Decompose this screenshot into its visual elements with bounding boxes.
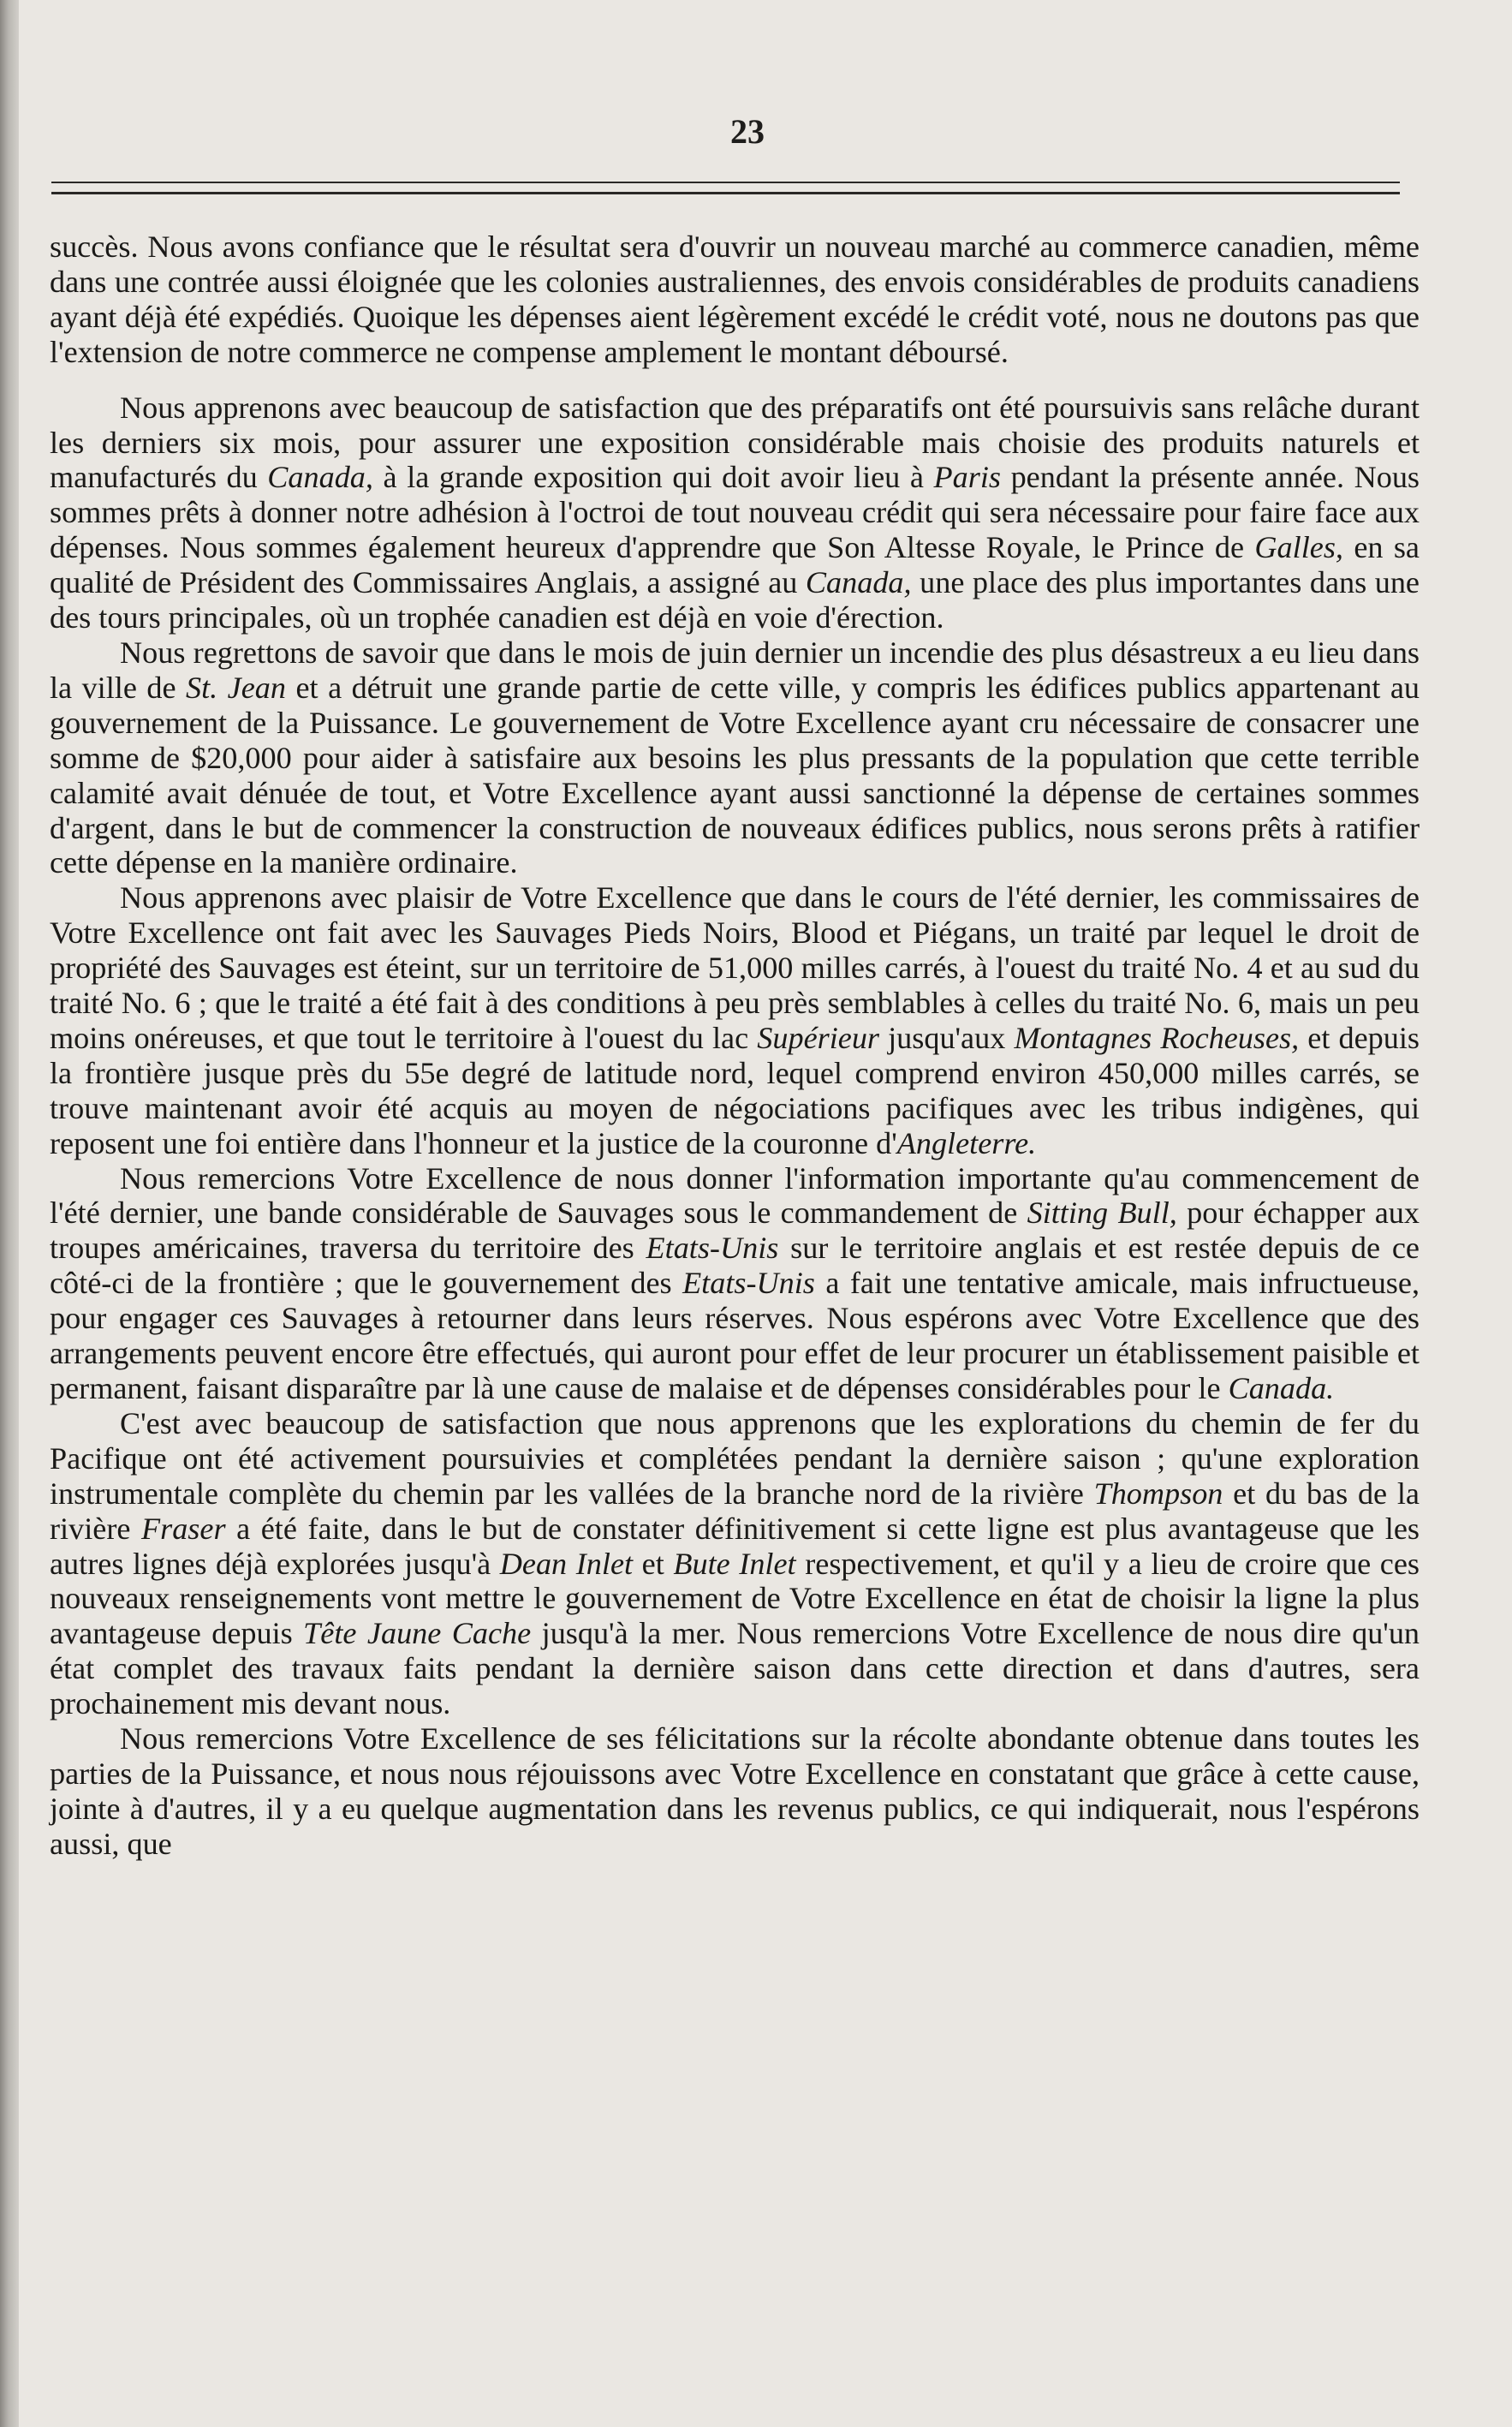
italic-term: Etats-Unis	[682, 1266, 815, 1301]
text-run: sur le territoire anglais et est restée depuis de ce côté-ci de la frontière ; que le gouvernement des	[50, 1231, 1420, 1301]
text-run: pour échapper aux troupes américaines, traversa du territoire des	[50, 1196, 1420, 1266]
paragraph	[50, 880, 1420, 1160]
book-binding-edge	[0, 0, 19, 2427]
italic-term: Bute Inlet	[673, 1546, 796, 1581]
text-run: et du bas de la rivière	[50, 1476, 1420, 1546]
text-run: en sa qualité de Président des Commissaires Anglais, a assigné au	[50, 530, 1420, 600]
text-run: Nous regrettons de savoir que dans le mois de juin dernier un incendie des plus désastreux a eu lieu dans la ville de	[50, 635, 1420, 705]
text-run: a fait une tentative amicale, mais infructueuse, pour engager ces Sauvages à retourner dans leurs réserves. Nous espérons avec Votre Excellence que des arrangements peuvent encore être effectués, qui auront pour effet de leur procurer un établissement paisible et permanent, faisant disparaître par là une cause de malaise et de dépenses considérables pour le	[50, 1266, 1420, 1405]
text-run: succès. Nous avons confiance que le résultat sera d'ouvrir un nouveau marché au commerce canadien, même dans une contrée aussi éloignée que les colonies australiennes, des envois considérables de produits canadiens ayant déjà été expédiés. Quoique les dépenses aient légèrement excédé le crédit voté, nous ne doutons pas que l'extension de notre commerce ne compense amplement le montant déboursé.	[50, 230, 1420, 369]
page-sheet	[19, 0, 1512, 2427]
italic-term: Canada.	[1228, 1371, 1335, 1405]
paragraph	[50, 1161, 1420, 1406]
italic-term: Thompson	[1093, 1476, 1223, 1511]
italic-term: Angleterre.	[896, 1125, 1037, 1160]
body-text	[50, 230, 1420, 1862]
italic-term: St. Jean	[186, 670, 286, 705]
text-run: Nous remercions Votre Excellence de nous donner l'information importante qu'au commencement de l'été dernier, une bande considérable de Sauvages sous le commandement de	[50, 1160, 1420, 1231]
text-run: pendant la présente année. Nous sommes prêts à donner notre adhésion à l'octroi de tout nouveau crédit qui sera nécessaire pour faire face aux dépenses. Nous sommes également heureux d'apprendre que Son Altesse Royale, le Prince de	[50, 460, 1420, 565]
paragraph	[50, 391, 1420, 635]
italic-term: Paris	[933, 460, 1001, 495]
text-run: respectivement, et qu'il y a lieu de croire que ces nouveaux renseignements vont mettre le gouvernement de Votre Excellence en état de choisir la ligne la plus avantageuse depuis	[50, 1546, 1420, 1651]
paragraph	[50, 1721, 1420, 1862]
italic-term: Canada,	[267, 460, 373, 495]
paragraph	[50, 230, 1420, 370]
text-run: C'est avec beaucoup de satisfaction que nous apprenons que les explorations du chemin de fer du Pacifique ont été activement poursuivies et complétées pendant la dernière saison ; qu'une exploration instrumentale complète du chemin par les vallées de la branche nord de la rivière	[50, 1405, 1420, 1511]
text-run: jusqu'à la mer. Nous remercions Votre Excellence de nous dire qu'un état complet des travaux faits pendant la dernière saison dans cette direction et dans d'autres, sera prochainement mis devant nous.	[50, 1616, 1420, 1721]
paragraph	[50, 635, 1420, 880]
italic-term: Etats-Unis	[646, 1231, 779, 1266]
text-run: et depuis la frontière jusque près du 55e degré de latitude nord, lequel comprend environ 450,000 milles carrés, se trouve maintenant avoir été acquis au moyen de négociations pacifiques avec les tribus indigènes, qui reposent une foi entière dans l'honneur et la justice de la couronne d'	[50, 1020, 1420, 1160]
text-run: Nous remercions Votre Excellence de ses félicitations sur la récolte abondante obtenue dans toutes les parties de la Puissance, et nous nous réjouissons avec Votre Excellence en constatant que grâce à cette cause, jointe à d'autres, il y a eu quelque augmentation dans les revenus publics, ce qui indiquerait, nous l'espérons aussi, que	[50, 1721, 1420, 1861]
text-run: jusqu'aux	[879, 1020, 1015, 1055]
text-run: Nous apprenons avec beaucoup de satisfaction que des préparatifs ont été poursuivis sans relâche durant les derniers six mois, pour assurer une exposition considérable mais choisie des produits naturels et manufacturés du	[50, 390, 1420, 495]
italic-term: Tête Jaune Cache	[303, 1616, 532, 1651]
italic-term: Canada,	[805, 565, 912, 600]
italic-term: Supérieur	[757, 1020, 879, 1055]
text-run: et	[633, 1546, 674, 1581]
italic-term: Fraser	[141, 1511, 226, 1546]
italic-term: Montagnes Rocheuses,	[1014, 1020, 1300, 1055]
paragraph	[50, 1406, 1420, 1721]
text-run: Nous apprenons avec plaisir de Votre Excellence que dans le cours de l'été dernier, les commissaires de Votre Excellence ont fait avec les Sauvages Pieds Noirs, Blood et Piégans, un traité par lequel le droit de propriété des Sauvages est éteint, sur un territoire de 51,000 milles carrés, à l'ouest du traité No. 4 et au sud du traité No. 6 ; que le traité a été fait à des conditions à peu près semblables à celles du traité No. 6, mais un peu moins onéreuses, et que tout le territoire à l'ouest du lac	[50, 880, 1420, 1055]
header-rule-thin	[51, 182, 1400, 183]
text-run: a été faite, dans le but de constater définitivement si cette ligne est plus avantageuse que les autres lignes déjà explorées jusqu'à	[50, 1511, 1420, 1581]
text-run: une place des plus importantes dans une des tours principales, où un trophée canadien est déjà en voie d'érection.	[50, 565, 1420, 635]
header-rule-thick	[51, 192, 1400, 194]
italic-term: Dean Inlet	[499, 1546, 634, 1581]
text-run: et a détruit une grande partie de cette ville, y compris les édifices publics appartenant au gouvernement de la Puissance. Le gouvernement de Votre Excellence ayant cru nécessaire de consacrer une somme de $20,000 pour aider à satisfaire aux besoins les plus pressants de la population que cette terrible calamité avait dénuée de tout, et Votre Excellence ayant aussi sanctionné la dépense de certaines sommes d'argent, dans le but de commencer la construction de nouveaux édifices publics, nous serons prêts à ratifier cette dépense en la manière ordinaire.	[50, 670, 1420, 880]
page-number: 23	[730, 112, 765, 151]
italic-term: Galles,	[1254, 530, 1343, 565]
italic-term: Sitting Bull,	[1027, 1196, 1177, 1231]
text-run: à la grande exposition qui doit avoir lieu à	[372, 460, 934, 495]
